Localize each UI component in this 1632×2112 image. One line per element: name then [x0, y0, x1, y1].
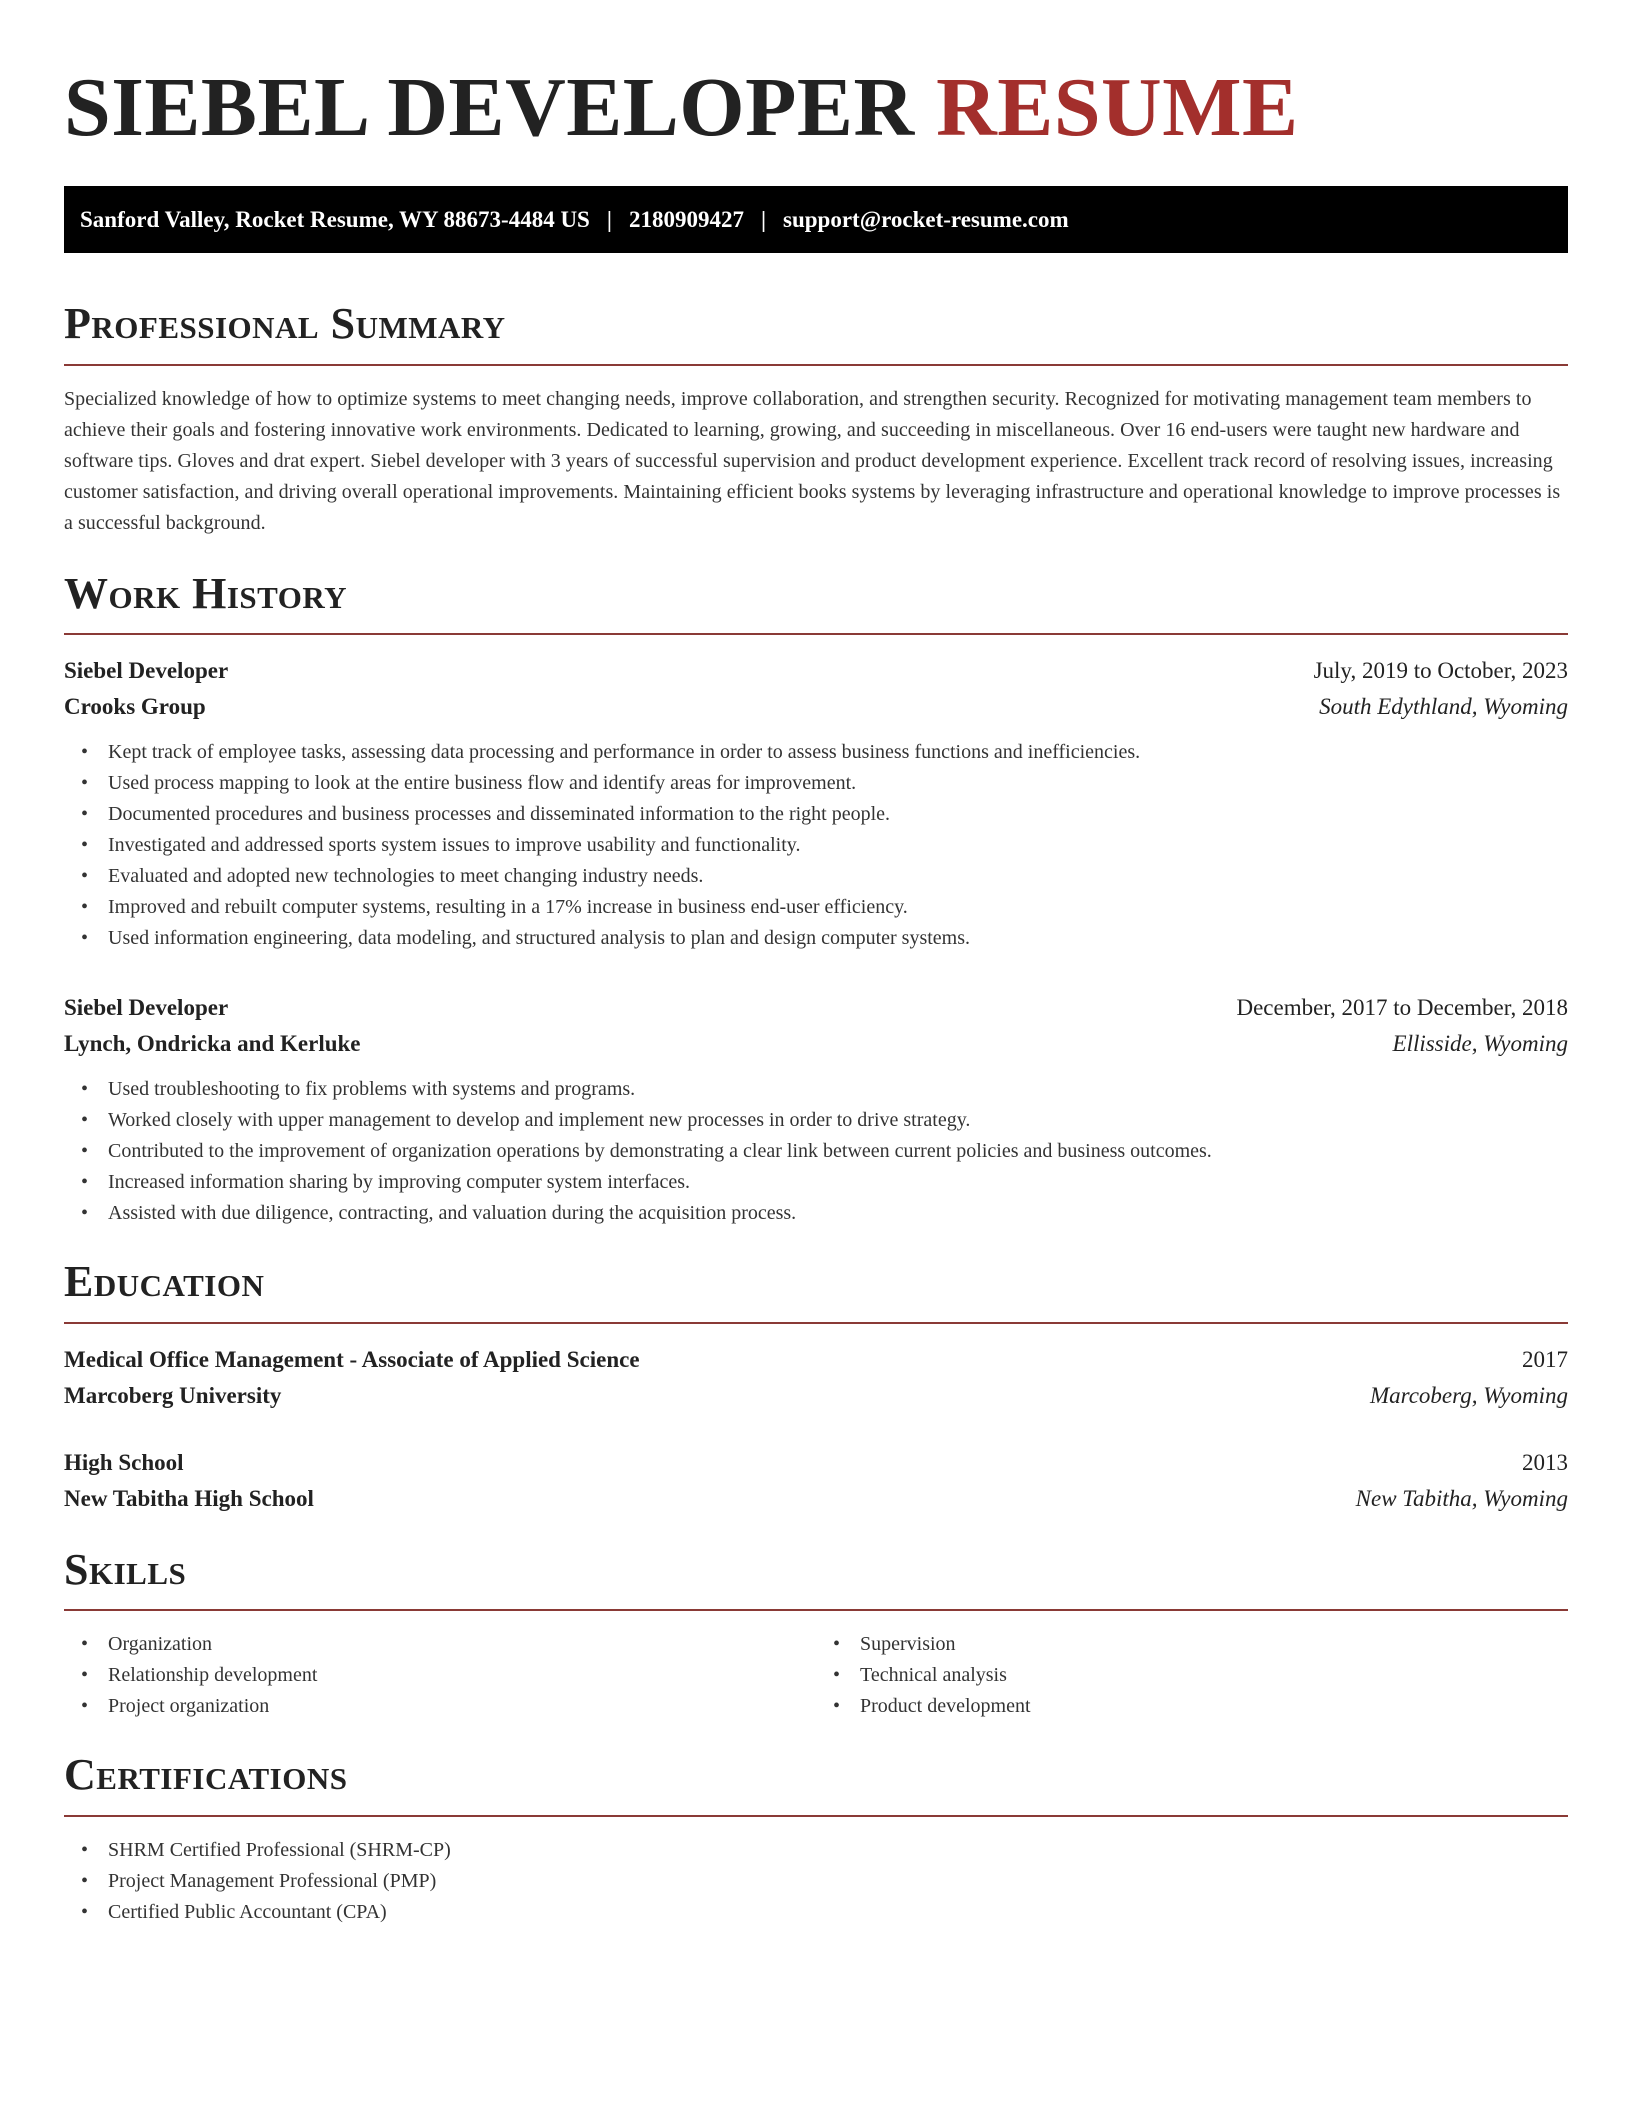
resume-title	[64, 56, 1568, 154]
section-divider	[64, 1815, 1568, 1817]
certification-item: • Project Management Professional (PMP)	[108, 1866, 1568, 1897]
job-duty-item: • Documented procedures and business processes and disseminated information to the right people.	[108, 799, 1568, 830]
education-degree: High School	[64, 1449, 184, 1475]
job-duty-item: • Investigated and addressed sports system issues to improve usability and functionality.	[108, 830, 1568, 861]
skill-item: • Product development	[860, 1691, 1568, 1722]
education-year: 2017	[1522, 1346, 1568, 1372]
job-role: Siebel Developer	[64, 658, 229, 684]
job-duty-item: • Used information engineering, data modeling, and structured analysis to plan and design computer systems.	[108, 923, 1568, 954]
skills-list-left	[64, 1629, 816, 1722]
job-location: South Edythland, Wyoming	[1319, 694, 1568, 720]
section-title-education: Education	[64, 1257, 265, 1307]
job-duty-item: • Used troubleshooting to fix problems with systems and programs.	[108, 1074, 1568, 1105]
section-divider	[64, 633, 1568, 635]
contact-separator: |	[606, 206, 612, 232]
education-section	[64, 1257, 1568, 1517]
section-title-work-history: Work History	[64, 568, 348, 618]
job-entry	[64, 990, 1568, 1229]
section-title-certifications: Certifications	[64, 1750, 348, 1800]
education-school: New Tabitha High School	[64, 1485, 314, 1511]
certification-item: • SHRM Certified Professional (SHRM-CP)	[108, 1835, 1568, 1866]
resume-title-main: SIEBEL DEVELOPER	[64, 61, 915, 154]
education-location: New Tabitha, Wyoming	[1355, 1485, 1568, 1511]
contact-bar	[64, 186, 1568, 253]
section-divider	[64, 1322, 1568, 1324]
certification-item: • Certified Public Accountant (CPA)	[108, 1897, 1568, 1928]
certifications-section	[64, 1750, 1568, 1928]
job-role: Siebel Developer	[64, 995, 229, 1021]
job-duty-item: • Used process mapping to look at the entire business flow and identify areas for improvement.	[108, 768, 1568, 799]
job-duty-item: • Worked closely with upper management to develop and implement new processes in order to drive strategy.	[108, 1105, 1568, 1136]
certifications-list	[64, 1835, 1568, 1928]
education-entry	[64, 1342, 1568, 1414]
section-title-skills: Skills	[64, 1544, 187, 1594]
contact-address: Sanford Valley, Rocket Resume, WY 88673-4484 US	[80, 206, 590, 232]
job-duties-list	[64, 1074, 1568, 1229]
job-duty-item: • Kept track of employee tasks, assessing data processing and performance in order to assess business functions and inefficiencies.	[108, 737, 1568, 768]
education-year: 2013	[1522, 1449, 1568, 1475]
job-duty-item: • Assisted with due diligence, contracting, and valuation during the acquisition process.	[108, 1198, 1568, 1229]
work-history-section	[64, 569, 1568, 1230]
skill-item: • Project organization	[108, 1691, 816, 1722]
skills-grid	[64, 1629, 1568, 1722]
job-company: Crooks Group	[64, 694, 206, 720]
job-dates: December, 2017 to December, 2018	[1236, 995, 1568, 1021]
skill-item: • Relationship development	[108, 1660, 816, 1691]
job-location: Ellisside, Wyoming	[1392, 1031, 1568, 1057]
professional-summary-section	[64, 299, 1568, 539]
summary-text: Specialized knowledge of how to optimize systems to meet changing needs, improve collaboration, and strengthen security. Recognized for motivating management team members to achieve their goals and fostering innovative work environments. Dedicated to learning, growing, and succeeding in miscellaneous. Over 16 end-users were taught new hardware and software tips. Gloves and drat expert. Siebel developer with 3 years of successful supervision and product development experience. Excellent track record of resolving issues, increasing customer satisfaction, and driving overall operational improvements. Maintaining efficient books systems by leveraging infrastructure and operational knowledge to improve processes is a successful background.	[64, 387, 1561, 534]
section-divider	[64, 364, 1568, 366]
job-dates: July, 2019 to October, 2023	[1313, 658, 1568, 684]
education-location: Marcoberg, Wyoming	[1369, 1382, 1568, 1408]
contact-email: support@rocket-resume.com	[783, 206, 1069, 232]
job-duty-item: • Contributed to the improvement of organization operations by demonstrating a clear link between current policies and business outcomes.	[108, 1136, 1568, 1167]
job-duty-item: • Evaluated and adopted new technologies to meet changing industry needs.	[108, 861, 1568, 892]
section-divider	[64, 1609, 1568, 1611]
job-duty-item: • Increased information sharing by improving computer system interfaces.	[108, 1167, 1568, 1198]
education-entry	[64, 1445, 1568, 1517]
job-company: Lynch, Ondricka and Kerluke	[64, 1031, 361, 1057]
job-duties-list	[64, 737, 1568, 954]
skill-item: • Technical analysis	[860, 1660, 1568, 1691]
skill-item: • Supervision	[860, 1629, 1568, 1660]
education-school: Marcoberg University	[64, 1382, 282, 1408]
skills-list-right	[816, 1629, 1568, 1722]
skills-section	[64, 1545, 1568, 1723]
resume-title-accent: RESUME	[936, 61, 1299, 154]
education-degree: Medical Office Management - Associate of Applied Science	[64, 1346, 640, 1372]
contact-separator: |	[760, 206, 767, 232]
contact-phone: 2180909427	[628, 206, 744, 232]
job-duty-item: • Improved and rebuilt computer systems, resulting in a 17% increase in business end-user efficiency.	[108, 892, 1568, 923]
job-entry	[64, 653, 1568, 954]
section-title-professional-summary: Professional Summary	[64, 299, 506, 348]
skill-item: • Organization	[108, 1629, 816, 1660]
